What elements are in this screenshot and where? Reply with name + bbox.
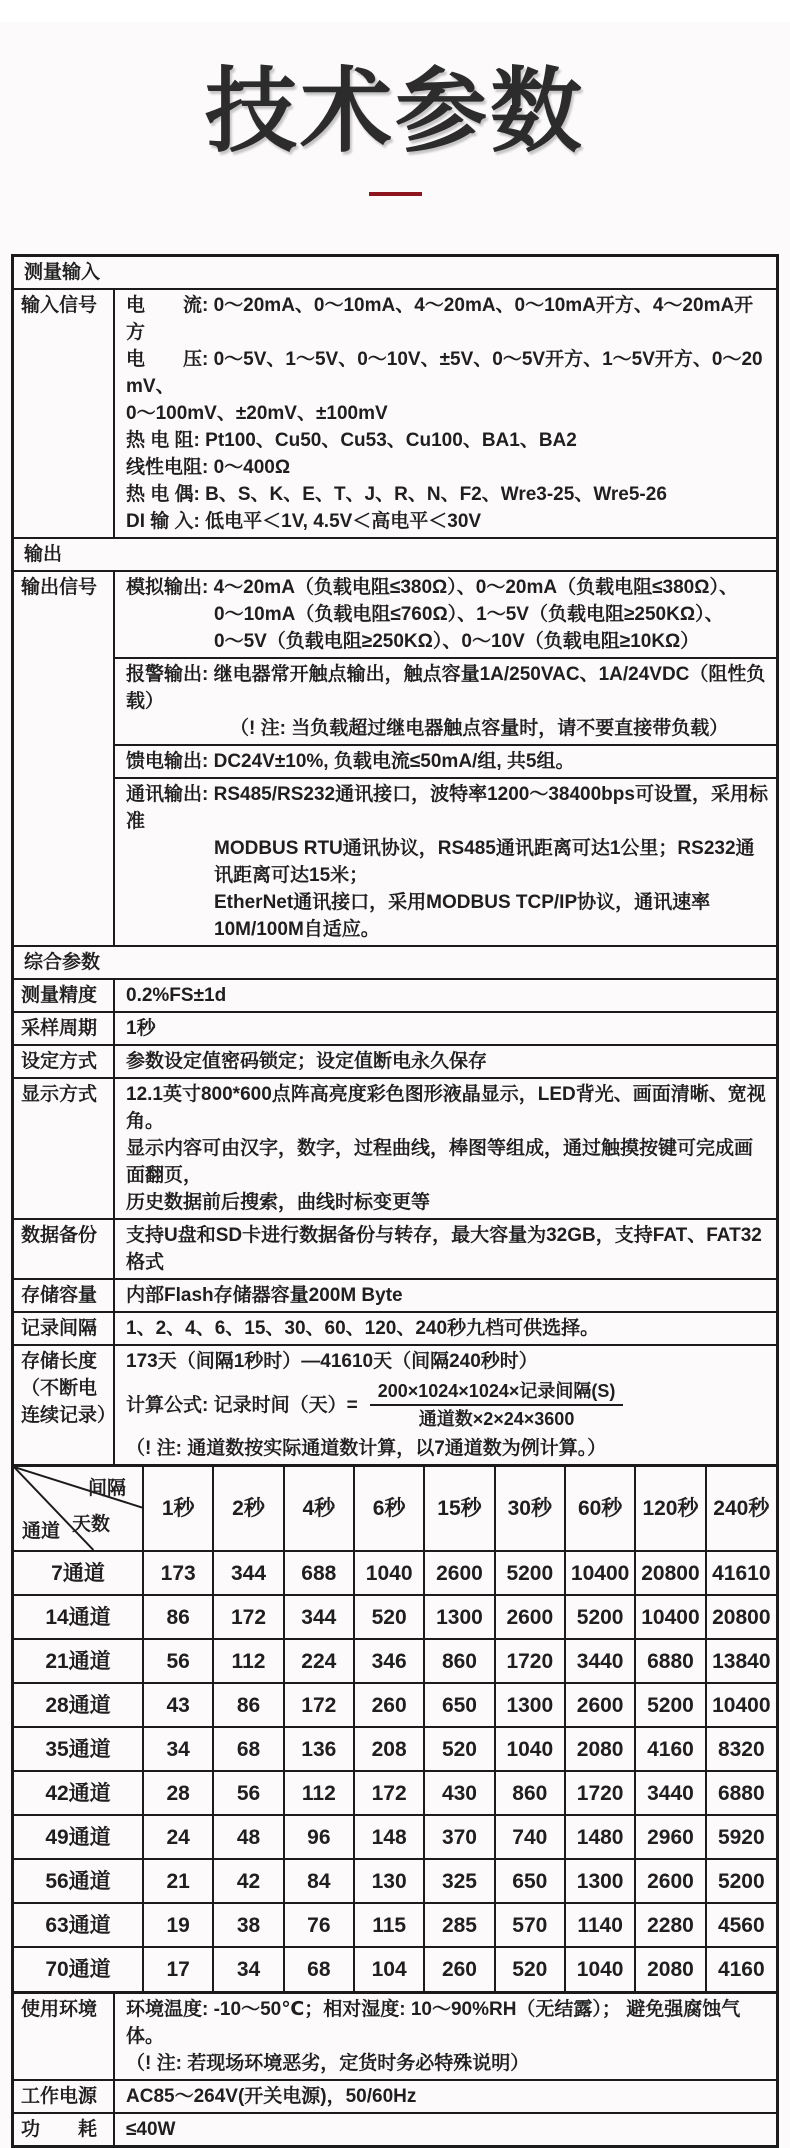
- channel-label: 56通道: [14, 1859, 143, 1903]
- record-days-table: [14, 1467, 776, 1991]
- row-setting: [14, 1044, 776, 1077]
- day-value: 1300: [495, 1683, 565, 1727]
- day-value: 520: [424, 1727, 494, 1771]
- row-label: 记录间隔: [14, 1313, 115, 1344]
- channel-label: 28通道: [14, 1683, 143, 1727]
- day-value: 1140: [565, 1903, 635, 1947]
- day-value: 2080: [635, 1947, 705, 1991]
- corner-channel-label: 通道: [22, 1521, 61, 1542]
- row-value: 内部Flash存储器容量200M Byte: [126, 1285, 403, 1306]
- section-label: 测量输入: [24, 262, 101, 283]
- spec-line: 显示内容可由汉字，数字，过程曲线，棒图等组成，通过触摸按键可完成画面翻页，: [126, 1138, 754, 1186]
- section-label: 输出: [24, 544, 63, 565]
- day-value: 8320: [706, 1727, 776, 1771]
- row-label: [14, 1346, 115, 1464]
- spec-line: 热 电 阻: Pt100、Cu50、Cu53、Cu100、BA1、BA2: [126, 430, 577, 451]
- day-value: 38: [213, 1903, 283, 1947]
- day-value: 370: [424, 1815, 494, 1859]
- column-header: 240秒: [706, 1467, 776, 1551]
- record-days-table-wrap: [14, 1464, 776, 1991]
- channel-label: 70通道: [14, 1947, 143, 1991]
- day-value: 325: [424, 1859, 494, 1903]
- day-value: 20800: [635, 1551, 705, 1595]
- row-value: [115, 1079, 776, 1218]
- row-value: ≤40W: [126, 2119, 176, 2140]
- day-value: 130: [354, 1859, 424, 1903]
- corner-interval-label: 间隔: [87, 1478, 126, 1499]
- row-display: [14, 1077, 776, 1218]
- channel-label: 42通道: [14, 1771, 143, 1815]
- day-value: 5200: [635, 1683, 705, 1727]
- spec-line: 报警输出: 继电器常开触点输出，触点容量1A/250VAC、1A/24VDC（阻性负载）: [126, 664, 766, 712]
- feed-output-group: [115, 744, 776, 777]
- day-value: 86: [213, 1683, 283, 1727]
- day-value: 172: [284, 1683, 354, 1727]
- table-row: [14, 1947, 776, 1991]
- row-value: [115, 572, 776, 945]
- day-value: 17: [143, 1947, 213, 1991]
- day-value: 860: [424, 1639, 494, 1683]
- table-header-row: [14, 1467, 776, 1551]
- day-value: 28: [143, 1771, 213, 1815]
- row-backup: [14, 1218, 776, 1278]
- day-value: 1040: [565, 1947, 635, 1991]
- day-value: 520: [495, 1947, 565, 1991]
- day-value: 104: [354, 1947, 424, 1991]
- spec-line: EtherNet通讯接口，采用MODBUS TCP/IP协议，通讯速率10M/100M自适应。: [214, 892, 711, 940]
- day-value: 260: [424, 1947, 494, 1991]
- day-value: 1040: [495, 1727, 565, 1771]
- formula-fraction: [370, 1378, 624, 1432]
- day-value: 4160: [706, 1947, 776, 1991]
- day-value: 740: [495, 1815, 565, 1859]
- day-value: 5200: [565, 1595, 635, 1639]
- row-value: 1秒: [126, 1018, 156, 1039]
- row-value: [115, 1346, 776, 1464]
- row-label: 采样周期: [14, 1013, 115, 1044]
- day-value: 136: [284, 1727, 354, 1771]
- day-value: 112: [284, 1771, 354, 1815]
- row-output-signal: [14, 570, 776, 945]
- day-value: 3440: [565, 1639, 635, 1683]
- day-value: 1300: [424, 1595, 494, 1639]
- day-value: 5920: [706, 1815, 776, 1859]
- day-value: 172: [354, 1771, 424, 1815]
- day-value: 43: [143, 1683, 213, 1727]
- day-value: 34: [143, 1727, 213, 1771]
- day-value: 688: [284, 1551, 354, 1595]
- day-value: 4160: [635, 1727, 705, 1771]
- day-value: 2280: [635, 1903, 705, 1947]
- column-header: 6秒: [354, 1467, 424, 1551]
- day-value: 344: [213, 1551, 283, 1595]
- title-divider-bar: [369, 192, 422, 196]
- day-value: 285: [424, 1903, 494, 1947]
- top-strip: [0, 0, 790, 22]
- spec-line: 环境温度: -10～50℃；相对湿度: 10～90%RH（无结露）； 避免强腐蚀气体。: [126, 1999, 741, 2047]
- day-value: 56: [143, 1639, 213, 1683]
- row-label: 输入信号: [14, 290, 115, 537]
- label-line: 连续记录）: [21, 1405, 117, 1426]
- day-value: 520: [354, 1595, 424, 1639]
- row-label: 数据备份: [14, 1220, 115, 1278]
- table-row: [14, 1551, 776, 1595]
- corner-header-cell: [14, 1467, 143, 1551]
- spec-line: 模拟输出: 4～20mA（负载电阻≤380Ω）、0～20mA（负载电阻≤380Ω）、: [126, 577, 738, 598]
- row-power: [14, 2079, 776, 2112]
- alarm-output-group: [115, 657, 776, 744]
- day-value: 2080: [565, 1727, 635, 1771]
- spec-line: （! 注: 若现场环境恶劣，定货时务必特殊说明）: [126, 2053, 530, 2074]
- label-line: （不断电: [21, 1378, 98, 1399]
- day-value: 10400: [635, 1595, 705, 1639]
- row-value: AC85～264V(开关电源)，50/60Hz: [126, 2086, 417, 2107]
- row-label: 显示方式: [14, 1079, 115, 1218]
- day-value: 10400: [706, 1683, 776, 1727]
- day-value: 2600: [635, 1859, 705, 1903]
- day-value: 13840: [706, 1639, 776, 1683]
- page-title: 技术参数: [204, 61, 585, 163]
- column-header: 120秒: [635, 1467, 705, 1551]
- day-value: 344: [284, 1595, 354, 1639]
- analog-output-group: [115, 572, 776, 657]
- day-value: 430: [424, 1771, 494, 1815]
- table-row: [14, 1683, 776, 1727]
- day-value: 5200: [706, 1859, 776, 1903]
- storage-range: 173天（间隔1秒时）—41610天（间隔240秒时）: [126, 1351, 538, 1372]
- section-header-output: [14, 537, 776, 570]
- day-value: 86: [143, 1595, 213, 1639]
- day-value: 115: [354, 1903, 424, 1947]
- column-header: 2秒: [213, 1467, 283, 1551]
- day-value: 21: [143, 1859, 213, 1903]
- spec-line: 热 电 偶: B、S、K、E、T、J、R、N、F2、Wre3-25、Wre5-26: [126, 484, 667, 505]
- table-row: [14, 1815, 776, 1859]
- column-header: 60秒: [565, 1467, 635, 1551]
- row-label: 测量精度: [14, 980, 115, 1011]
- day-value: 1040: [354, 1551, 424, 1595]
- row-accuracy: [14, 978, 776, 1011]
- formula-prefix: 计算公式: 记录时间（天）=: [126, 1394, 358, 1416]
- spec-line: MODBUS RTU通讯协议，RS485通讯距离可达1公里；RS232通讯距离可达15米；: [214, 838, 755, 886]
- channel-label: 35通道: [14, 1727, 143, 1771]
- spec-line: 12.1英寸800*600点阵高亮度彩色图形液晶显示，LED背光、画面清晰、宽视角。: [126, 1084, 766, 1132]
- column-header: 15秒: [424, 1467, 494, 1551]
- spec-line: （! 注: 当负载超过继电器触点容量时，请不要直接带负载）: [230, 718, 729, 739]
- day-value: 5200: [495, 1551, 565, 1595]
- day-value: 42: [213, 1859, 283, 1903]
- day-value: 3440: [635, 1771, 705, 1815]
- row-label: 工作电源: [14, 2081, 115, 2112]
- day-value: 173: [143, 1551, 213, 1595]
- row-capacity: [14, 1278, 776, 1311]
- day-value: 2600: [565, 1683, 635, 1727]
- formula-denominator: 通道数×2×24×3600: [418, 1409, 575, 1429]
- day-value: 2960: [635, 1815, 705, 1859]
- spec-line: 电 流: 0～20mA、0～10mA、4～20mA、0～10mA开方、4～20mA开方: [126, 295, 754, 343]
- row-record-interval: [14, 1311, 776, 1344]
- day-value: 10400: [565, 1551, 635, 1595]
- day-value: 96: [284, 1815, 354, 1859]
- storage-note: （! 注: 通道数按实际通道数计算，以7通道数为例计算。）: [126, 1438, 607, 1459]
- spec-line: 0～5V（负载电阻≥250KΩ）、0～10V（负载电阻≥10KΩ）: [214, 631, 700, 652]
- day-value: 1480: [565, 1815, 635, 1859]
- day-value: 112: [213, 1639, 283, 1683]
- channel-label: 21通道: [14, 1639, 143, 1683]
- day-value: 56: [213, 1771, 283, 1815]
- formula-numerator: 200×1024×1024×记录间隔(S): [370, 1378, 624, 1406]
- day-value: 68: [213, 1727, 283, 1771]
- day-value: 4560: [706, 1903, 776, 1947]
- row-sampling: [14, 1011, 776, 1044]
- table-row: [14, 1771, 776, 1815]
- row-label: 存储容量: [14, 1280, 115, 1311]
- row-consumption: [14, 2112, 776, 2145]
- row-label: 使用环境: [14, 1994, 115, 2079]
- row-environment: [14, 1991, 776, 2079]
- comm-output-group: [115, 777, 776, 945]
- section-header-measure-input: [14, 257, 776, 288]
- day-value: 148: [354, 1815, 424, 1859]
- spec-line: DI 输 入: 低电平＜1V, 4.5V＜高电平＜30V: [126, 511, 482, 532]
- day-value: 20800: [706, 1595, 776, 1639]
- row-input-signal: [14, 288, 776, 537]
- row-label: 功 耗: [14, 2114, 115, 2145]
- table-row: [14, 1639, 776, 1683]
- label-line: 存储长度: [21, 1351, 98, 1372]
- channel-label: 7通道: [14, 1551, 143, 1595]
- row-value: 参数设定值密码锁定；设定值断电永久保存: [126, 1051, 488, 1072]
- table-row: [14, 1903, 776, 1947]
- day-value: 84: [284, 1859, 354, 1903]
- day-value: 650: [424, 1683, 494, 1727]
- day-value: 68: [284, 1947, 354, 1991]
- day-value: 208: [354, 1727, 424, 1771]
- day-value: 1720: [565, 1771, 635, 1815]
- day-value: 1720: [495, 1639, 565, 1683]
- day-value: 570: [495, 1903, 565, 1947]
- row-value: [115, 290, 776, 537]
- channel-label: 63通道: [14, 1903, 143, 1947]
- spec-line: 线性电阻: 0～400Ω: [126, 457, 291, 478]
- day-value: 6880: [706, 1771, 776, 1815]
- row-label: 输出信号: [14, 572, 115, 945]
- row-storage-length: [14, 1344, 776, 1464]
- row-value: 1、2、4、6、15、30、60、120、240秒九档可供选择。: [126, 1318, 600, 1339]
- day-value: 1300: [565, 1859, 635, 1903]
- channel-label: 49通道: [14, 1815, 143, 1859]
- row-value: 0.2%FS±1d: [126, 985, 227, 1006]
- row-value: 支持U盘和SD卡进行数据备份与转存，最大容量为32GB，支持FAT、FAT32格式: [126, 1225, 762, 1273]
- day-value: 260: [354, 1683, 424, 1727]
- section-label: 综合参数: [24, 952, 101, 973]
- spec-line: 馈电输出: DC24V±10%, 负载电流≤50mA/组, 共5组。: [126, 751, 575, 772]
- channel-label: 14通道: [14, 1595, 143, 1639]
- row-value: [115, 1994, 776, 2079]
- day-value: 2600: [495, 1595, 565, 1639]
- day-value: 2600: [424, 1551, 494, 1595]
- column-header: 1秒: [143, 1467, 213, 1551]
- row-label: 设定方式: [14, 1046, 115, 1077]
- day-value: 224: [284, 1639, 354, 1683]
- day-value: 172: [213, 1595, 283, 1639]
- day-value: 76: [284, 1903, 354, 1947]
- column-header: 30秒: [495, 1467, 565, 1551]
- day-value: 48: [213, 1815, 283, 1859]
- section-header-general: [14, 945, 776, 978]
- day-value: 34: [213, 1947, 283, 1991]
- spec-line: 0～100mV、±20mV、±100mV: [126, 403, 388, 424]
- day-value: 24: [143, 1815, 213, 1859]
- corner-days-label: 天数: [72, 1514, 111, 1535]
- day-value: 650: [495, 1859, 565, 1903]
- table-row: [14, 1727, 776, 1771]
- spec-table: [11, 254, 779, 2148]
- day-value: 346: [354, 1639, 424, 1683]
- spec-line: 电 压: 0～5V、1～5V、0～10V、±5V、0～5V开方、1～5V开方、0～20 mV、: [126, 349, 763, 397]
- table-row: [14, 1595, 776, 1639]
- day-value: 41610: [706, 1551, 776, 1595]
- day-value: 19: [143, 1903, 213, 1947]
- column-header: 4秒: [284, 1467, 354, 1551]
- storage-formula: [126, 1375, 768, 1435]
- day-value: 6880: [635, 1639, 705, 1683]
- spec-line: 历史数据前后搜索，曲线时标变更等: [126, 1192, 431, 1213]
- spec-line: 0～10mA（负载电阻≤760Ω）、1～5V（负载电阻≥250KΩ）、: [214, 604, 724, 625]
- spec-line: 通讯输出: RS485/RS232通讯接口，波特率1200～38400bps可设置，采用标准: [126, 784, 768, 832]
- table-row: [14, 1859, 776, 1903]
- day-value: 860: [495, 1771, 565, 1815]
